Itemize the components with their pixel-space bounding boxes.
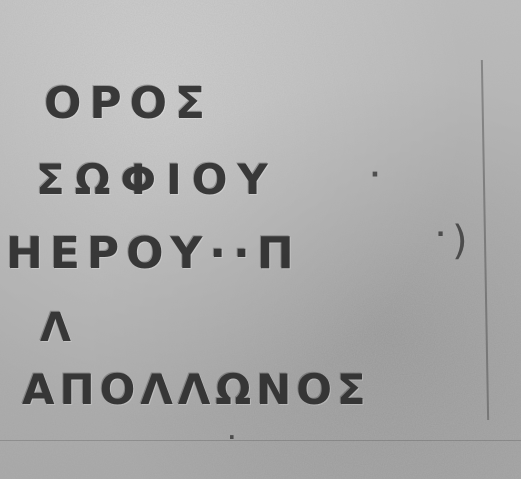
- inscription-line-4: Λ: [40, 305, 77, 351]
- inscription-line-3: ΗΕΡΟΥ··Π: [6, 228, 301, 279]
- inscription-line-5: ΑΠΟΛΛΩΝΟΣ: [22, 365, 371, 414]
- stone-edge: [0, 440, 521, 441]
- inscription-line-1: ΟΡΟΣ: [44, 78, 214, 129]
- engraved-dot: ·: [370, 160, 380, 190]
- engraved-dot: ·: [228, 425, 236, 449]
- inscription-line-2: ΣΩΦΙΟΥ: [36, 155, 278, 204]
- engraved-curve: ): [452, 218, 468, 264]
- engraved-dot: ·: [436, 220, 446, 248]
